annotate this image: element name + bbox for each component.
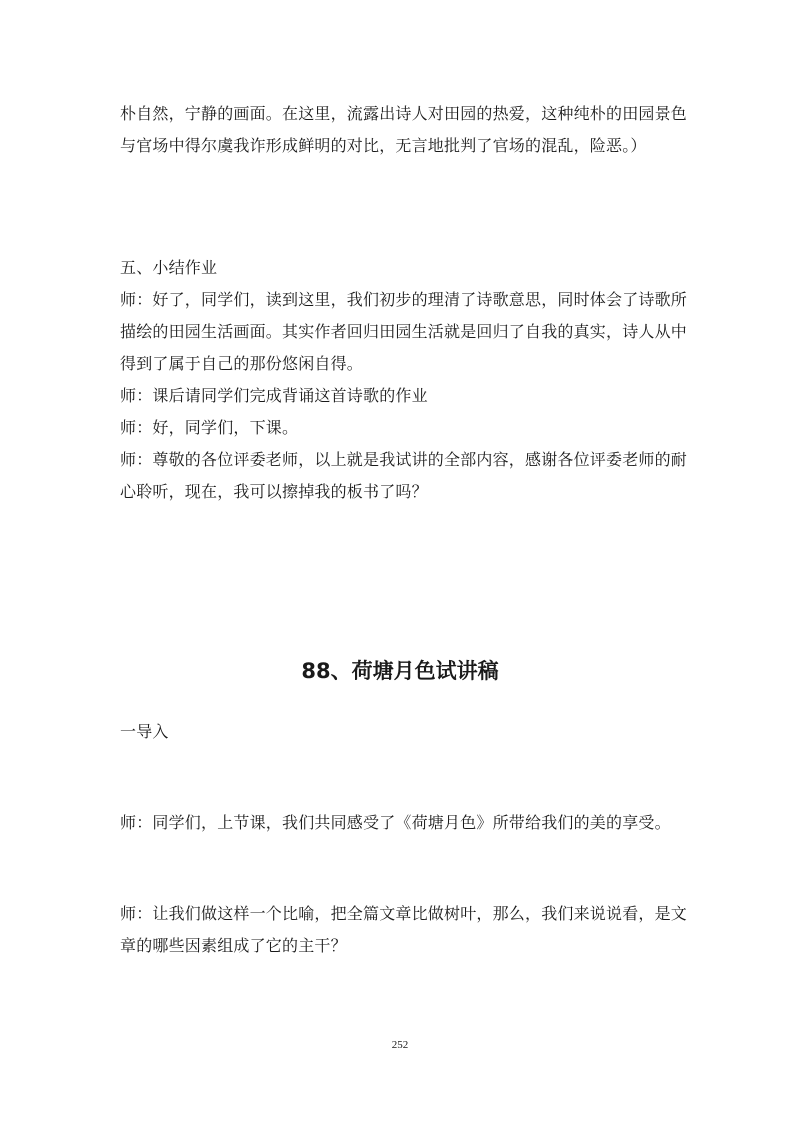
- summary-line-7: 心聆听，现在，我可以擦掉我的板书了吗？: [120, 482, 428, 501]
- page-number: 252: [391, 1039, 409, 1051]
- summary-line-6: 师：尊敬的各位评委老师，以上就是我试讲的全部内容，感谢各位评委老师的耐: [120, 450, 688, 469]
- summary-line-1: 师：好了，同学们，读到这里，我们初步的理清了诗歌意思，同时体会了诗歌所: [120, 290, 688, 309]
- intro-paragraph-2-line-1: 师：让我们做这样一个比喻，把全篇文章比做树叶，那么，我们来说说看，是文: [120, 904, 688, 923]
- intro-paragraph-2-line-2: 章的哪些因素组成了它的主干？: [120, 936, 347, 955]
- summary-line-5: 师：好，同学们，下课。: [120, 418, 299, 437]
- section-heading-intro: 一导入: [120, 722, 169, 741]
- intro-paragraph-1: 师：同学们，上节课，我们共同感受了《荷塘月色》所带给我们的美的享受。: [120, 813, 671, 832]
- lesson-title: 88、荷塘月色试讲稿: [301, 659, 499, 683]
- section-heading-summary: 五、小结作业: [120, 258, 218, 277]
- continuation-line-2: 与官场中得尔虞我诈形成鲜明的对比，无言地批判了官场的混乱，险恶。）: [120, 136, 647, 155]
- summary-line-4: 师：课后请同学们完成背诵这首诗歌的作业: [120, 386, 428, 405]
- summary-line-2: 描绘的田园生活画面。其实作者回归田园生活就是回归了自我的真实，诗人从中: [120, 322, 688, 341]
- summary-line-3: 得到了属于自己的那份悠闲自得。: [120, 354, 364, 373]
- continuation-line-1: 朴自然，宁静的画面。在这里，流露出诗人对田园的热爱，这种纯朴的田园景色: [120, 104, 688, 123]
